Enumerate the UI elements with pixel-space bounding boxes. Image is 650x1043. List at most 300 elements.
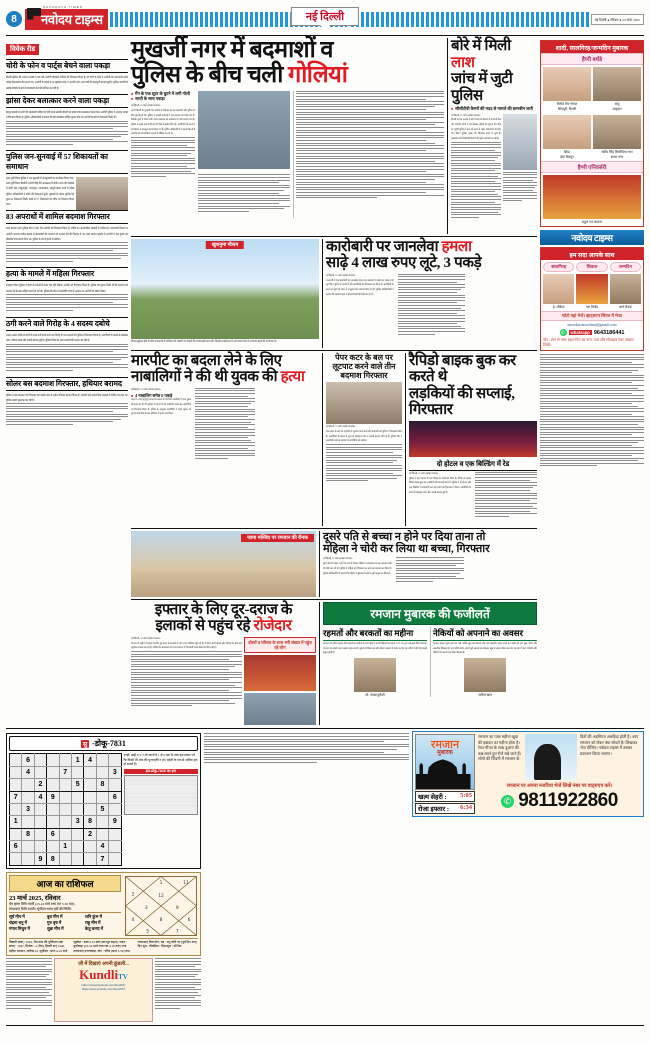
greeting-name-0: विनीत गिर गोयल: [556, 102, 578, 106]
ramzan-phone[interactable]: 9811922860: [518, 790, 618, 812]
planet-7: शुक्र मीन में: [47, 926, 64, 932]
sudoku-cell[interactable]: [22, 853, 34, 865]
sub-photo-2: [610, 274, 641, 304]
weather-photo-caption: मौसम सुहाना होने के बीच राजधानी में शनिवार को सड़कों पर वाहनों की आवाजाही कम रही। दिल्ली-एनसीआर में आने वाले दिनों में तापमान बढ़ने की संभावना है।: [131, 339, 277, 343]
murder-bullet-0: ■ 4 नाबालिग समेत 6 पकड़े: [131, 393, 191, 399]
greeting-photo-1: [593, 67, 641, 101]
main-column: [131, 38, 537, 725]
left-filler-text-1: [6, 121, 128, 147]
sehri-time: 5:05: [460, 792, 472, 800]
sudoku-cell[interactable]: [34, 816, 46, 828]
sudoku-cell[interactable]: 3: [22, 803, 34, 815]
iftar-headline-line1: इफ्तार के लिए दूर-दराज के: [154, 601, 293, 618]
sudoku-cell[interactable]: 7: [59, 766, 71, 778]
category-1[interactable]: शिवाल: [576, 262, 607, 272]
child-filler: [396, 557, 465, 587]
murder-filler: [195, 388, 255, 472]
category-2[interactable]: जन्मदिन: [610, 262, 641, 272]
sudoku-cell[interactable]: [22, 841, 34, 853]
sudoku-cell[interactable]: 3: [71, 816, 83, 828]
horoscope-date: 23 मार्च 2025, रविवार: [9, 894, 61, 902]
sudoku-cell[interactable]: [10, 803, 22, 815]
sack-photo-police: [503, 114, 537, 170]
sudoku-cell[interactable]: 4: [84, 754, 96, 766]
svg-text:6: 6: [187, 917, 191, 923]
sudoku-cell[interactable]: 8: [22, 828, 34, 840]
sudoku-cell[interactable]: [34, 754, 46, 766]
sudoku-cell[interactable]: [84, 779, 96, 791]
planet-5: राहु मीन में: [85, 920, 101, 926]
papercutter-dateline: नई दिल्ली, 22 मार्च (नवोदय टाइम्स):: [326, 425, 356, 429]
sudoku-cell[interactable]: 4: [96, 841, 108, 853]
sudoku-row: [10, 803, 122, 815]
sudoku-cell[interactable]: [71, 853, 83, 865]
papercutter-photo: [326, 382, 402, 424]
ramzan-ad-column: [412, 731, 644, 1022]
left-filler-text-6: [6, 403, 128, 427]
kundli-brand: [57, 967, 150, 983]
lead-headline-red: गोलियां: [287, 62, 348, 89]
sudoku-grid[interactable]: [9, 753, 122, 866]
sudoku-cell[interactable]: [59, 828, 71, 840]
category-0[interactable]: सालगिरह: [543, 262, 574, 272]
murder-dateline: फरीदाबाद, 22 मार्च (नवोदय टाइम्स):: [131, 387, 161, 391]
greeting-name-2: शिप्रा: [564, 150, 570, 155]
sudoku-cell[interactable]: 9: [47, 791, 59, 803]
sudoku-cell[interactable]: 7: [96, 853, 108, 865]
sudoku-cell[interactable]: [84, 791, 96, 803]
lead-bullet-0: ■ गैंग के एक शूटर के घुटने में लगी गोली: [131, 91, 195, 97]
left-filler-text-4: [6, 294, 128, 314]
sudoku-title-bar: [9, 736, 198, 751]
sudoku-cell[interactable]: 2: [84, 828, 96, 840]
sudoku-cell[interactable]: [96, 828, 108, 840]
sudoku-cell[interactable]: [84, 841, 96, 853]
ramzan-section: [319, 602, 537, 726]
sudoku-cell[interactable]: 4: [34, 791, 46, 803]
attack-dateline: नई दिल्ली, 22 मार्च (नवोदय टाइम्स):: [326, 273, 356, 277]
sudoku-row: [10, 779, 122, 791]
sudoku-cell[interactable]: [109, 828, 121, 840]
rapido-body: पुलिस ने देह व्यापार के एक गिरोह का पर्दाफाश किया है। गिरोह के सदस्य रैपिडो बाइक बुक कर लड़कियों की सप्लाई करते थे। पुलिस ने दो होटल और एक बिल्डिंग में छापेमारी कर कई लोगों को हिरासत में लिया। आरोपियों के कब्जे से मोबाइल फोन और नकदी बरामद हुई है।: [409, 476, 471, 494]
sudoku-cell[interactable]: [71, 828, 83, 840]
right-column: [540, 38, 644, 725]
ramzan-author1-name: मो. नवाब कुरैशी: [365, 692, 385, 697]
left-story-2-headline[interactable]: पुलिस जन-सुनवाई में 57 शिकायतों का समाधान: [6, 150, 128, 174]
sudoku-cell[interactable]: [59, 816, 71, 828]
sudoku-row: [10, 754, 122, 766]
svg-text:3: 3: [144, 905, 148, 911]
sudoku-cell[interactable]: [71, 766, 83, 778]
sudoku-cell[interactable]: [22, 779, 34, 791]
whatsapp-row[interactable]: [541, 328, 643, 337]
iftar-filler: [131, 651, 242, 721]
sub-name-1: एस विजेंद्र: [585, 305, 599, 310]
greetings-birthday-label: हैप्पी बर्थडे: [541, 53, 643, 65]
submit-email[interactable]: navodayasoochna@gmail.com: [567, 322, 617, 328]
sudoku-cell[interactable]: [47, 766, 59, 778]
svg-text:8: 8: [159, 917, 163, 923]
sudoku-cell[interactable]: 6: [109, 791, 121, 803]
sudoku-answer-grid: [124, 775, 198, 815]
sudoku-cell[interactable]: 2: [34, 779, 46, 791]
sack-headline-line2: जांच में जुटी पुलिस: [451, 71, 513, 104]
masthead: [6, 4, 644, 34]
praying-silhouette-icon: [525, 734, 577, 780]
sudoku-answer-label: हल-डोकू-7830 का हल: [124, 769, 198, 774]
left-filler-text-3: [6, 242, 128, 264]
sudoku-cell[interactable]: [96, 754, 108, 766]
logo-tagline: NAVODAYA TIMES: [43, 4, 83, 9]
sudoku-cell[interactable]: [47, 779, 59, 791]
left-story-1-headline[interactable]: झांसा देकर बलात्कार करने वाला पकड़ा: [6, 94, 128, 108]
sudoku-row: [10, 853, 122, 865]
sudoku-cell[interactable]: 8: [84, 816, 96, 828]
left-story-6-headline[interactable]: सोलर बस बदमाश गिरफ्तार, हथियार बरामद: [6, 377, 128, 391]
murder-body: शहर में 4 माह पूर्व हुए झगड़े का बदला लेने के लिए नाबालिगों ने एक युवक की हत्या कर दी थी। पुलिस ने मामले में चार नाबालिग समेत छह आरोपियों को गिरफ्तार किया है। पुलिस के अनुसार आरोपियों ने पहले युवक को बुलाया और फिर धारदार हथियार से हमला कर दिया।: [131, 398, 191, 416]
murder-headline-line1: मारपीट का बदला लेने के लिए: [131, 352, 282, 369]
attack-headline-line1: कारोबारी पर जानलेवा: [326, 238, 442, 255]
murder-headline-red: हत्या: [280, 369, 305, 386]
iftar-story-headline[interactable]: [131, 602, 316, 635]
attack-filler: [398, 274, 466, 348]
sub-name-2: आर्य सेवक: [618, 305, 632, 310]
planet-8: केतु कन्या में: [85, 926, 104, 932]
rapido-story-headline[interactable]: [409, 353, 537, 419]
ramzan-col1-head: रहमतों और बरकतों का महीना: [323, 627, 427, 641]
sudoku-cell[interactable]: [59, 754, 71, 766]
greeting-detail-1: शाहदरा: [612, 107, 622, 112]
horoscope-note: (23-24 मार्च मध्य रात 4.18 तक) तथा तत्पश्चात् उत्तराषाढ़ा, योग : परिघ (सायं 5.50) तथा तत्पश्चात् शिव योग, चंद्र : धनु राशि पर (पूर्व दिन-रात) दिन शुभ, चौघड़िया : दिशाशूल : पश्चिम: [73, 939, 197, 953]
ramzan-ad-word2: मुबारक: [437, 750, 453, 757]
kundli-chart: [124, 875, 198, 937]
iftar-dateline: नई दिल्ली, 22 मार्च (नवोदय टाइम्स):: [131, 636, 161, 640]
sudoku-row: [10, 816, 122, 828]
child-headline-line2: महिला ने चोरी कर लिया था बच्चा, गिरफ्तार: [323, 543, 490, 556]
child-dateline: नई दिल्ली, 22 मार्च (नवोदय टाइम्स):: [323, 557, 353, 561]
iftar-row: [415, 803, 475, 814]
left-story-5-headline[interactable]: ठगी करने वाले गिरोह के 4 सदस्य दबोचे: [6, 317, 128, 331]
greeting-person-1[interactable]: [593, 67, 641, 111]
puzzle-column: [6, 731, 201, 1022]
child-headline-line1: दूसरे पति से बच्चा न होने पर दिया ताना तो: [323, 530, 486, 543]
planet-3: चंद्रमा धनु में: [9, 920, 27, 926]
horoscope-title: आज का राशिफल: [9, 875, 121, 892]
iftar-photo-2: [244, 693, 316, 725]
sudoku-cell[interactable]: [71, 791, 83, 803]
left-story-2-photo: [76, 177, 128, 210]
sudoku-cell[interactable]: [109, 853, 121, 865]
child-story-headline[interactable]: [323, 531, 537, 556]
greeting-name-3: संदीप सिंह सिसोदिया नाथ: [601, 150, 633, 155]
sudoku-cell[interactable]: [34, 828, 46, 840]
section-label-vivek-read: विवेक रीड: [6, 44, 39, 55]
papercutter-headline[interactable]: पेपर कटर के बल पर लूटपाट करने वाले तीन बदमाश गिरफ्तार: [332, 352, 396, 381]
attack-body: राजधानी में एक कारोबारी पर जानलेवा हमला कर बदमाशों ने साढ़े चार लाख रुपए लूट लिए। पुलिस ने मामले में तीन आरोपियों को गिरफ्तार कर लिया है। आरोपियों के कब्जे से लूटी गई रकम में से कुछ रुपए बरामद किए गए हैं। पुलिस अधिकारियों ने बताया कि आरोपी पहले से ही कारोबारी की रेकी कर रहे थे।: [326, 278, 394, 296]
sudoku-cell[interactable]: [71, 841, 83, 853]
svg-text:9: 9: [175, 905, 179, 911]
sudoku-cell[interactable]: [71, 803, 83, 815]
sack-bullet-0: ■ सीसीटीवी कैमरों की मदद से मामले की छानबीन जारी: [451, 106, 537, 112]
sudoku-cell[interactable]: 1: [10, 816, 22, 828]
ramzan-col2-body: रमजान केवल भूखा रहने का नहीं, बल्कि खुद को संवारने और एक बेहतरीन इंसान बनने का महीना है। हमें भूख, प्यास और तकलीफ सिखाता है। इस महीने इंसान अपनी दूरी आदतों को छोड़कर खुद से लड़ना सीख जाता है। रमजान में सब्र, भाईचारे और नेकियों को अपनाने का मौका मिलता है।: [433, 641, 537, 655]
newspaper-logo: [25, 4, 108, 30]
ramzan-col2-head: नेकियों को अपनाने का अवसर: [433, 627, 537, 641]
sudoku-cell[interactable]: [59, 779, 71, 791]
sudoku-cell[interactable]: 1: [59, 841, 71, 853]
sehri-row: [415, 791, 475, 802]
rapido-subhead: दो होटल व एक बिल्डिंग में रेड: [409, 459, 537, 471]
ramzan-author1-photo: [354, 658, 396, 692]
sub-person-0: [543, 274, 574, 309]
sudoku-cell[interactable]: 9: [34, 853, 46, 865]
horoscope-tithi-2: तत्पश्चात् तिथि दशमी। सूर्योदय समय वृषी की स्थिति:: [9, 907, 121, 914]
sudoku-title: -डोकू-7831: [92, 739, 126, 749]
left-story-3-body: सदर बाजार थाना पुलिस टीम ने एक ऐसे आरोपी को गिरफ्तार किया है, जोकि 83 आपराधिक मामलों में शामिल है। जानकारी मिलने पर आरोपी आजाद मार्केट इलाके में झपटमारी की वारदात को अंजाम देने की फिराक में था। सदर बाजार इलाके में आरोपी ने एक युवक का मोबाइल फोन झपट लिया था। पुलिस ने उसे दो हाथों से दबोचा।: [6, 227, 128, 242]
kundli-brand-suffix: TV: [118, 973, 128, 982]
sudoku-row: [10, 828, 122, 840]
attack-headline-red: हमला: [441, 238, 472, 255]
greeting-person-0[interactable]: [543, 67, 591, 111]
sack-body: दिल्ली के एक इलाके में बोरे में बंद शव मिलने से सनसनी फैल गई। स्थानीय लोगों ने शव देखकर पुलिस को सूचना दी। मौके पर पहुंची पुलिस ने शव को कब्जे में लेकर पोस्टमार्टम के लिए भेज दिया। पुलिस मृतक की शिनाख्त करने में जुटी है। आसपास लगे सीसीटीवी कैमरों की फुटेज खंगाली जा रही है।: [451, 118, 501, 141]
sub-name-0: हे. लोकेश: [552, 305, 565, 310]
sudoku-cell[interactable]: [22, 816, 34, 828]
sub-person-1: [576, 274, 607, 309]
sudoku-cell[interactable]: [59, 853, 71, 865]
greeting-person-2[interactable]: [543, 115, 591, 159]
sudoku-cell[interactable]: [10, 754, 22, 766]
sub-photo-0: [543, 274, 574, 304]
kundli-ad-title: जी में दिखाएं अपनी कुंडली...: [78, 962, 129, 968]
murder-headline-line2: नाबालिगों ने की थी युवक की: [131, 369, 281, 386]
papercutter-body: पेपर कटर के बल पर राहगीरों से लूटपाट करने वाले तीन बदमाशों को पुलिस ने गिरफ्तार किया है। आरोपियों के कब्जे से लूटे गए मोबाइल फोन व नकदी बरामद की गई है। पुलिस टीम ने तकनीकी जांच के आधार पर आरोपियों को दबोचा।: [326, 430, 402, 443]
greeting-name-1: अंशु: [614, 102, 620, 106]
ramzan-ad-text-left: रमजान का पाक महीना खुदा की इबादत का महीना होता है। रेका-नीयत के साथ दुआएं की कब्र करते हुए रोजे रखे जाते हैं। लोगों की जिंदगी में रमजान के: [478, 734, 522, 761]
sudoku-cell[interactable]: 6: [10, 841, 22, 853]
sudoku-cell[interactable]: 5: [71, 779, 83, 791]
sudoku-cell[interactable]: [10, 828, 22, 840]
kundli-brand-text: Kundli: [79, 967, 119, 983]
sudoku-cell[interactable]: [96, 791, 108, 803]
svg-text:2: 2: [131, 892, 135, 898]
lead-headline-line1: मुखर्जी नगर में बदमाशों व: [131, 37, 333, 63]
sudoku-cell[interactable]: [34, 766, 46, 778]
divider-3: [131, 528, 537, 529]
sack-filler-2: [503, 172, 537, 210]
sudoku-label: सु: [83, 741, 88, 748]
sudoku-cell[interactable]: [22, 791, 34, 803]
sudoku-cell[interactable]: [84, 766, 96, 778]
whatsapp-icon: ✆: [561, 329, 565, 335]
left-story-2-body: उत्तर-पूर्वी जिला पुलिस ने जन सुनवाई में जनसुनवाई का कार्यक्रम किया गया। उत्तर-पूर्वी जिला डीसीपी अपर्णा सिंह की अध्यक्षता में संयोग सभा की देखरेख में लोनी रोड, गोकुलपुरी, भजनपुरा, जाफराबाद, खजूरी खास थानों में वरिष्ठ पुलिस अधिकारियों ने लोगों की शिकायतें सुनीं। सुनवाई के दौरान पुलिस को कुल 64 शिकायतें मिलीं। इनमें से 57 शिकायतों का मौके पर निपटारा किया गया।: [6, 176, 74, 207]
page-number: 8: [6, 11, 22, 27]
lead-photo-crowd: [198, 91, 290, 169]
sudoku-row: [10, 791, 122, 803]
submit-tagline: हम सदा आपके साथ: [541, 248, 643, 260]
iftar-photo-1: [244, 655, 316, 691]
iftar-body: रमजान के महीने में इफ्तार के लिए दूर-दराज के इलाकों से लोग जामा मस्जिद पहुंच रहे हैं। रोजेदार अपने दोस्तों और परिवार के साथ यहां पहुंचकर इफ्तार कर रहे हैं। मस्जिद के आसपास लगने वाले बाजार में भी खासी रौनक देखने को मिल रही है।: [131, 641, 242, 650]
sudoku-cell[interactable]: 7: [10, 791, 22, 803]
ramzan-advertisement[interactable]: [412, 731, 644, 817]
jama-masjid-badge: जामा मस्जिद पर रमजान की रौनक: [241, 534, 314, 542]
left-filler-text-5: [6, 344, 128, 374]
ramzan-author2-name: अनीस खान: [477, 692, 493, 697]
lead-dateline: नई दिल्ली, 22 मार्च (नवोदय टाइम्स):: [131, 104, 161, 108]
lead-body: उत्तरी दिल्ली के मुखर्जी नगर इलाके में शनिवार देर रात बदमाशों और पुलिस के बीच मुठभेड़ हो गई। पुलिस ने जवाबी कार्रवाई में एक बदमाश को गोली मार दी, जिसके घुटने में गोली लगी। घायल बदमाश को अस्पताल में भर्ती कराया गया है। पुलिस ने उसके एक साथी को भी मौके से दबोच लिया है। आरोपियों के कब्जे से दो पिस्टल व कारतूस बरामद किए गए हैं। पुलिस अधिकारियों ने बताया कि दोनों आरोपी कई आपराधिक मामलों में वांछित चल रहे थे।: [131, 108, 195, 136]
sudoku-cell[interactable]: 8: [47, 853, 59, 865]
sudoku-cell[interactable]: 9: [109, 816, 121, 828]
attack-headline-line2: साढ़े 4 लाख रुपए लूटे, 3 पकड़े: [326, 255, 482, 272]
lower-divider: [6, 728, 644, 729]
greeting-photo-3: [593, 115, 641, 149]
left-story-6-body: पुलिस ने एक बदमाश को गिरफ्तार कर उसके पास से अवैध हथियार बरामद किया है। आरोपी कई आपराधिक मामलों में वांछित चल रहा था। पुलिस उससे पूछताछ कर रही है।: [6, 393, 128, 402]
sudoku-cell[interactable]: [10, 766, 22, 778]
sudoku-cell[interactable]: [47, 816, 59, 828]
sudoku-cell[interactable]: 8: [96, 779, 108, 791]
sack-dateline: नई दिल्ली, 22 मार्च (नवोदय टाइम्स):: [451, 113, 481, 117]
svg-text:12: 12: [158, 894, 164, 900]
whatsapp-label: whatsapp: [570, 330, 590, 336]
sudoku-cell[interactable]: [59, 803, 71, 815]
left-story-1-body: मैनपुर इलाके में शादी की जानकारी महिला से चोरी करने उसकी नौकरी का झांसा देकर बलात्कार करने वाले आरोपी पुलिस ने अपराध शाखा ने गिरफ्तार किया है। पुलिस अधिकारियों ने बताया कि हेड कांस्टेबल मोहित कुमार टीम को आरोपी के बारे में जानकारी मिली थी।: [6, 110, 128, 120]
sudoku-row: [10, 841, 122, 853]
footer-divider: [6, 1025, 644, 1026]
sudoku-cell[interactable]: 6: [47, 828, 59, 840]
sudoku-cell[interactable]: [109, 779, 121, 791]
sudoku-cell[interactable]: [34, 803, 46, 815]
planet-4: गुरु वृष में: [47, 920, 62, 926]
logo-text: नवोदय टाइम्स: [25, 9, 108, 30]
left-story-4-headline[interactable]: हत्या के मामले में महिला गिरफ्तार: [6, 267, 128, 281]
ramzan-ad-word: रमजान: [430, 739, 460, 752]
sub-person-2: [610, 274, 641, 309]
whatsapp-number: 9643186441: [593, 329, 625, 336]
weather-photo-badge: खुशनुमा मौसम: [206, 241, 244, 249]
sack-filler: [451, 142, 501, 234]
planet-2: शनि कुंभ में: [85, 914, 103, 920]
divider-2: [131, 350, 537, 351]
sudoku-cell[interactable]: [59, 791, 71, 803]
kundli-facebook-url[interactable]: https://www.facebook.com/KundliTv: [81, 983, 126, 988]
lead-filler-3: [294, 91, 444, 215]
greeting-photo-0: [543, 67, 591, 101]
sack-headline-line1: बोरे में मिली: [451, 38, 511, 54]
greeting-detail-0: शिवपुरी, दिल्ली: [557, 107, 577, 112]
left-story-0-body: दिल्ली पुलिस की अपराध शाखा ने एक ऐसे आरोपी मोहम्मद शारिक को गिरफ्तार किया है, जो चोरी के फोन व आरोपी को जानकारी उनके पार्ट्स निकालकर बेच करता था। आरोपी के कब्जे से 20 मुबाइल फोन, 9 आरोपी और अन्य चोरी की कलपुर्जे बरामद हुई हैं। पुलिस आरोपी से उसके नेटवर्क के बारे में जानकारी लेने की कोशिश कर रही है।: [6, 76, 128, 90]
sudoku-cell[interactable]: 5: [96, 803, 108, 815]
submit-photo-widget: [540, 247, 644, 351]
lead-filler: [131, 137, 195, 183]
sub-photo-1: [576, 274, 607, 304]
sudoku-cell[interactable]: [47, 754, 59, 766]
greetings-widget: [540, 40, 644, 227]
lower-middle-filler: [204, 733, 409, 771]
sudoku-cell[interactable]: [96, 766, 108, 778]
sack-headline-red: लाश: [451, 54, 475, 71]
right-column-filler: [540, 354, 644, 486]
sehri-label: खत्म सेहरी :: [418, 794, 447, 802]
kundli-youtube-url[interactable]: https://www.youtube.com/KundliTV: [81, 987, 126, 992]
lower-middle-spacer: [204, 731, 409, 1022]
sudoku-cell[interactable]: [109, 754, 121, 766]
lead-filler-2: [198, 174, 290, 218]
svg-text:4: 4: [131, 917, 135, 923]
sudoku-cell[interactable]: [47, 841, 59, 853]
submit-address-note: नोट : शेल से नाम, शहर-पिन का नाम, पता और मोबाइल नंबर अवश्य लिखें।: [543, 338, 634, 348]
sudoku-row: [10, 766, 122, 778]
masthead-divider: [6, 35, 644, 36]
ramzan-banner-graphic: [415, 734, 475, 790]
greeting-detail-2: ईस्ट बैंकपुर: [560, 155, 574, 160]
rapido-filler: [475, 472, 537, 526]
sudoku-cell[interactable]: 3: [109, 766, 121, 778]
greeting-person-3[interactable]: [593, 115, 641, 159]
sudoku-instructions: आड़ी, खड़ी व 3×3 के खानों में 1 से 9 तक के अंक इस प्रकार भरें कि किसी भी अंक की पुनरावृत्ति न हो। पहेली के एक से अधिक हल हो सकते हैं।: [123, 753, 198, 766]
city-edition-badge: नई दिल्ली: [291, 7, 359, 26]
sudoku-cell[interactable]: [84, 803, 96, 815]
sudoku-cell[interactable]: [84, 853, 96, 865]
sudoku-cell[interactable]: [96, 816, 108, 828]
iftar-label: रोजा इफ्तार :: [418, 806, 450, 814]
planet-6: मंगल मिथुन में: [9, 926, 30, 932]
greeting-detail-3: संध्या नगर: [610, 155, 624, 160]
iftar-headline-line2: इलाकों से पहुंच रहे: [155, 618, 254, 635]
attack-story-headline[interactable]: [326, 239, 537, 272]
ramzan-title: रमजान मुबारक की फजीलतें: [323, 602, 537, 625]
lead-headline[interactable]: [131, 38, 444, 89]
greeting-name-4: राहुल एवं कामना: [581, 220, 603, 225]
rapido-headline-line1: रैपिडो बाइक बुक कर करते थे: [409, 352, 516, 386]
horoscope-widget: [6, 872, 201, 956]
svg-text:1: 1: [159, 880, 163, 886]
decorative-barcode-right: [351, 12, 589, 27]
iftar-callout-badge: दोस्तों व परिवार के साथ भरी संख्या में पहुंच रहे लोग: [244, 637, 316, 654]
svg-text:5: 5: [146, 929, 150, 935]
weather-photo: [131, 239, 319, 339]
divider-1: [131, 236, 537, 237]
planet-0: सूर्य मीन में: [9, 914, 25, 920]
sudoku-cell[interactable]: [10, 779, 22, 791]
sack-story-headline[interactable]: [451, 38, 537, 104]
sudoku-cell[interactable]: 1: [71, 754, 83, 766]
left-story-3-headline[interactable]: 83 अपराधों में शामिल बदमाश गिरफ्तार: [6, 210, 128, 224]
left-story-0-headline[interactable]: चोरी के फोन व पार्ट्स बेचने वाला पकड़ा: [6, 59, 128, 73]
horoscope-details: विक्रमी संवत् : 2081, चैत्र मास की पूर्णिमांत शक संवत् : 1947, दिनांक : 2 (चैत्र), हिजरी सन् 1446, महीना रमजान, तारीख 22, सूर्योदय : प्रात: 6.22 बजे, सूर्यास्त : सायं 6.33 बजे (कानपुर टाइम), नक्षत्र : पूर्वाषाढ़ा: [9, 939, 127, 953]
sudoku-cell[interactable]: [47, 803, 59, 815]
dateline: नई दिल्ली ● रविवार ● 23 मार्च, 2025: [591, 14, 644, 25]
divider-4: [131, 599, 537, 600]
greeting-photo-2: [543, 115, 591, 149]
sudoku-cell[interactable]: 6: [22, 754, 34, 766]
rapido-dateline: नई दिल्ली, 22 मार्च (नवोदय टाइम्स):: [409, 471, 439, 475]
kundli-tv-ad[interactable]: [54, 958, 153, 1022]
greetings-header: शादी, सालगिरह/जन्मदिन मुबारक: [541, 41, 643, 53]
rapido-headline-line2: लड़कियों की सप्लाई, गिरफ्तार: [409, 385, 515, 419]
sudoku-cell[interactable]: [109, 841, 121, 853]
lead-headline-line2: पुलिस के बीच चली: [131, 62, 288, 89]
murder-story-headline[interactable]: [131, 353, 319, 386]
sudoku-cell[interactable]: [10, 853, 22, 865]
iftar-headline-red: रोजेदार: [253, 618, 292, 635]
sudoku-cell[interactable]: [34, 841, 46, 853]
planet-1: बुध मीन में: [47, 914, 63, 920]
sudoku-cell[interactable]: [109, 803, 121, 815]
page-body: [6, 38, 644, 725]
iftar-time: 6:34: [460, 804, 472, 812]
mosque-icon: [416, 755, 474, 789]
ramzan-ad-text-right: दिनों की अहमियत अलहिदा होती है। आप रमजान को लेकर क्या सोचते हैं। लिखकर भेज दीजिए। नवोदय टाइम्स में उसका प्रकाशन किया जाएगा।: [580, 734, 639, 756]
sudoku-cell[interactable]: 4: [22, 766, 34, 778]
